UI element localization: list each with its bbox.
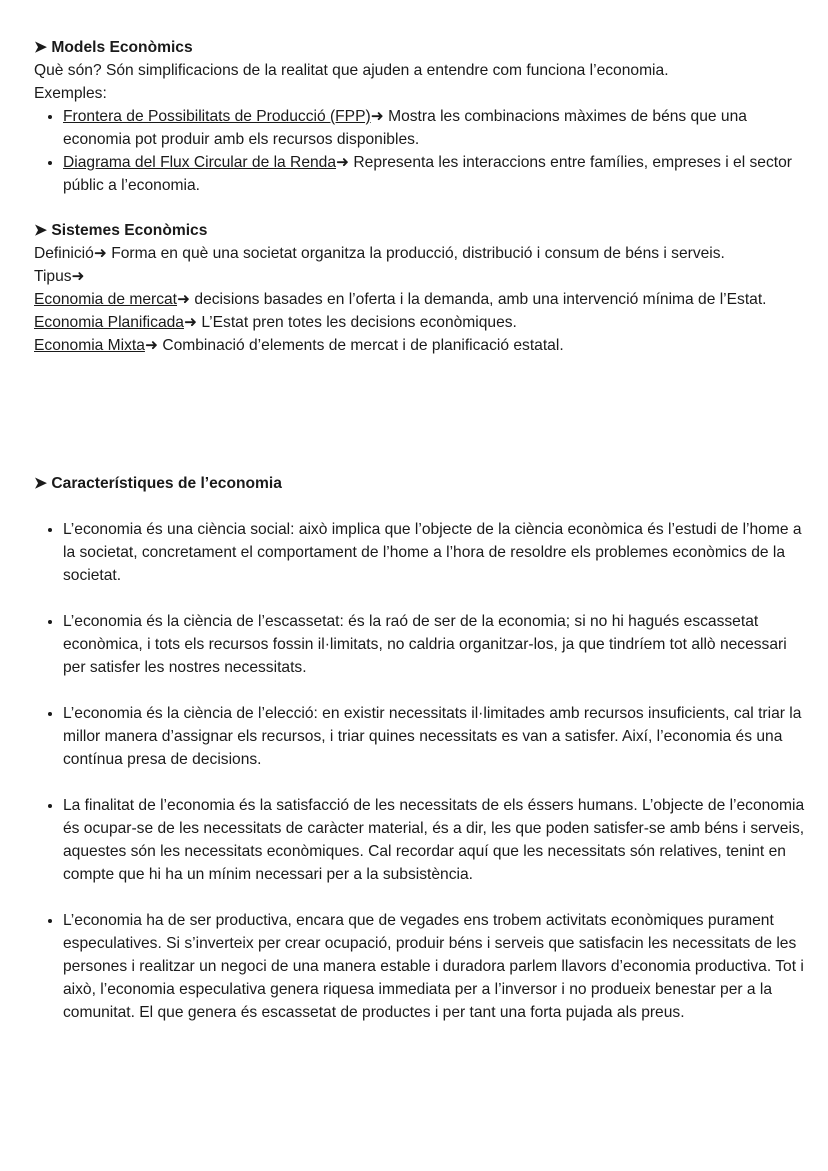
- heading-characteristics: ➤ Característiques de l’economia: [34, 475, 282, 492]
- list-item: [63, 151, 809, 197]
- type-term: Economia de mercat: [34, 291, 178, 308]
- term-link: Diagrama del Flux Circular de la Renda: [63, 154, 337, 171]
- type-item: [34, 311, 809, 334]
- heading-models: ➤ Models Econòmics: [34, 39, 193, 56]
- section-characteristics: [34, 472, 809, 1047]
- types-label: Tipus➜: [34, 268, 85, 285]
- type-item: [34, 288, 809, 311]
- definition-text: ➜ Forma en què una societat organitza la producció, distribució i consum de béns i serveis.: [93, 245, 725, 262]
- examples-label: Exemples:: [34, 85, 107, 102]
- list-item: • L’economia és una ciència social: això implica que l’objecte de la ciència econòmica és l’estudi de l’home a la societat, concretament el comportament de l’home a l’hora de resoldre els problemes econòmics de la societat.: [63, 518, 809, 587]
- type-text: ➜ Combinació d’elements de mercat i de planificació estatal.: [144, 337, 564, 354]
- type-term: Economia Planificada: [34, 314, 184, 331]
- item-text: ➜ Mostra les combinacions màximes de béns que una economia pot produir amb els recursos disponibles.: [63, 108, 747, 148]
- term-link: Frontera de Possibilitats de Producció (FPP): [63, 108, 371, 125]
- section-systems: [34, 219, 809, 357]
- spacer: [34, 495, 809, 518]
- section-models: [34, 36, 809, 197]
- list-item: • L’economia és la ciència de l’escassetat: és la raó de ser de la economia; si no hi hagués escassetat econòmica, i tots els recursos fossin il·limitats, no caldria organitzar-los, ja que tindríem tot allò necessari per satisfer les nostres necessitats.: [63, 610, 809, 679]
- list-item: [63, 105, 809, 151]
- type-text: ➜ L’Estat pren totes les decisions econòmiques.: [183, 314, 517, 331]
- list-item: • L’economia és la ciència de l’elecció: en existir necessitats il·limitades amb recursos insuficients, cal triar la millor manera d’assignar els recursos, i triar quines necessitats es van a satisfer. Així, l’economia és una contínua presa de decisions.: [63, 702, 809, 771]
- list-item: • L’economia ha de ser productiva, encara que de vegades ens trobem activitats econòmiques purament especulatives. Si s’inverteix per crear ocupació, produir béns i serveis que satisfacin les necessitats de les persones i realitzar un negoci de una manera estable i duradora parlem llavors d’economia productiva. Tot i això, l’economia especulativa genera riquesa immediata per a l’inversor i no produeix benestar per a la comunitat. El que genera és escassetat de productes i per tant una forta pujada als preus.: [63, 909, 809, 1024]
- type-text: ➜ decisions basades en l’oferta i la demanda, amb una intervenció mínima de l’Estat.: [177, 291, 767, 308]
- type-term: Economia Mixta: [34, 337, 145, 354]
- list-item: • La finalitat de l’economia és la satisfacció de les necessitats de els éssers humans. L’objecte de l’economia és ocupar-se de les necessitats de caràcter material, és a dir, les que poden satisfer-se amb béns i serveis, aquestes són les necessitats econòmiques. Cal recordar aquí que les necessitats són relatives, tenint en compte que hi ha un mínim necessari per a la subsistència.: [63, 794, 809, 886]
- definition: [34, 242, 809, 265]
- definition-label: Definició: [34, 245, 94, 262]
- models-list: [34, 105, 809, 197]
- models-intro: Què són? Són simplificacions de la realitat que ajuden a entendre com funciona l’economia.: [34, 62, 669, 79]
- item-text: ➜ Representa les interaccions entre famílies, empreses i el sector públic a l’economia.: [63, 154, 792, 194]
- heading-systems: ➤ Sistemes Econòmics: [34, 222, 208, 239]
- type-item: [34, 334, 809, 357]
- characteristics-list: [34, 518, 809, 1024]
